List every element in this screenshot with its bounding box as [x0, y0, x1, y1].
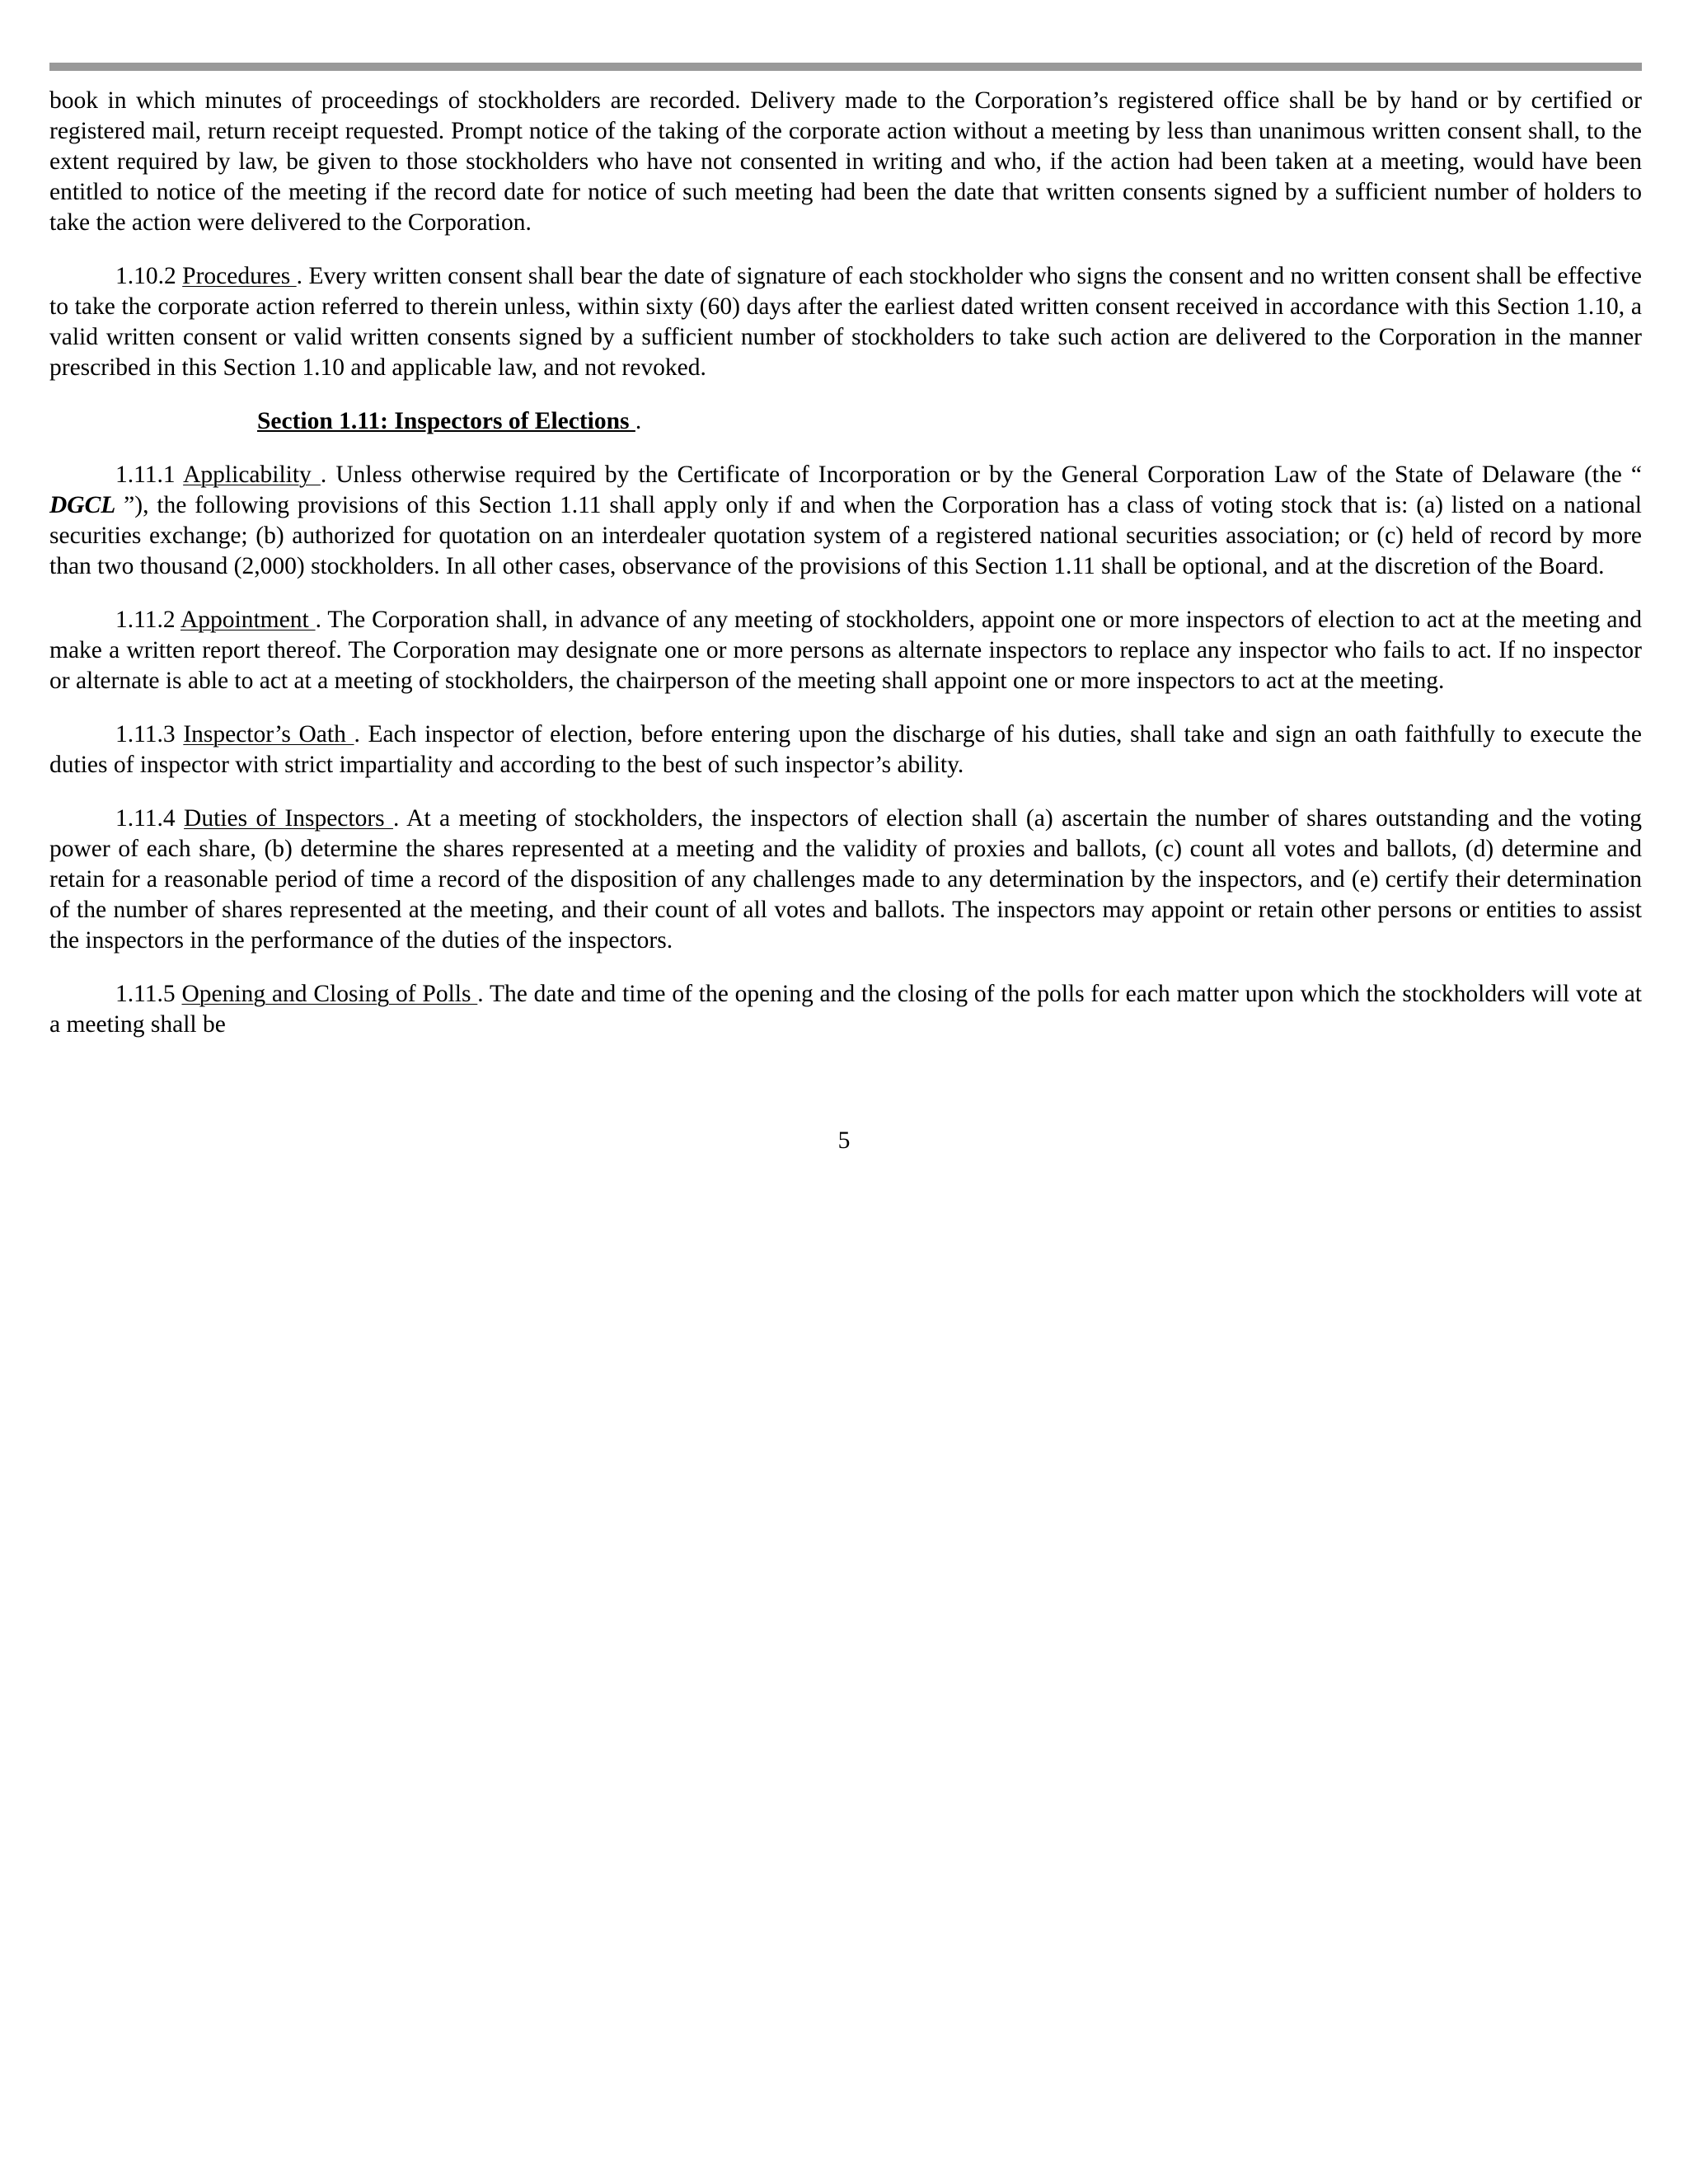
paragraph-text: . Each inspector of election, before entering upon the discharge of his duties, shall take and sign an oath faithfully to execute the duties of inspector with strict impartiality and according to the best of such inspector’s ability.: [49, 721, 1643, 778]
section-heading-period: .: [635, 408, 642, 434]
paragraph-text: . The date and time of the opening and the closing of the polls for each matter upon which the stockholders will vote at a meeting shall be: [49, 981, 1642, 1038]
paragraph-text: . At a meeting of stockholders, the inspectors of election shall (a) ascertain the number of shares outstanding and the voting power of each share, (b) determine the shares represented at a meeting and the validity of proxies and ballots, (c) count all votes and ballots, (d) determine and retain for a reasonable period of time a record of the disposition of any challenges made to any determination by the inspectors, and (e) certify their determination of the number of shares represented at the meeting, and their count of all votes and ballots. The inspectors may appoint or retain other persons or entities to assist the inspectors in the performance of the duties of the inspectors.: [49, 805, 1643, 954]
section-heading-text: Section 1.11: Inspectors of Elections: [257, 408, 635, 434]
paragraph-title: Duties of Inspectors: [184, 805, 394, 832]
paragraph-title: Inspector’s Oath: [183, 721, 354, 748]
page-number: 5: [837, 1127, 851, 1154]
paragraph-1-11-3: [49, 719, 1642, 780]
paragraph-number: 1.11.3: [115, 721, 184, 748]
paragraph-text: . The Corporation shall, in advance of any meeting of stockholders, appoint one or more inspectors of election to act at the meeting and make a written report thereof. The Corporation may designate one or more persons as alternate inspectors to replace any inspector who fails to act. If no inspector or alternate is able to act at a meeting of stockholders, the chairperson of the meeting shall appoint one or more inspectors to act at the meeting.: [49, 607, 1643, 694]
paragraph-text: . Unless otherwise required by the Certificate of Incorporation or by the General Corporation Law of the State of Delaware (the “: [320, 462, 1643, 488]
paragraph-title: Opening and Closing of Polls: [181, 981, 478, 1007]
paragraph-title: Appointment: [180, 607, 316, 633]
paragraph-continuation: [49, 86, 1642, 238]
paragraph-number: 1.11.5: [115, 981, 182, 1007]
paragraph-1-10-2: [49, 261, 1642, 383]
paragraph-title: Applicability: [183, 462, 321, 488]
paragraph-title: Procedures: [182, 263, 297, 289]
paragraph-number: 1.11.4: [115, 805, 185, 832]
defined-term: DGCL: [49, 492, 116, 518]
paragraph-1-11-4: [49, 804, 1642, 956]
paragraph-number: 1.11.1: [115, 462, 184, 488]
top-rule: [49, 63, 1642, 71]
paragraph-text: . Every written consent shall bear the date of signature of each stockholder who signs the consent and no written consent shall be effective to take the corporate action referred to therein unless, within sixty (60) days after the earliest dated written consent received in accordance with this Section 1.10, a valid written consent or valid written consents signed by a sufficient number of stockholders to take such action are delivered to the Corporation in the manner prescribed in this Section 1.10 and applicable law, and not revoked.: [49, 263, 1642, 381]
paragraph-number: 1.11.2: [115, 607, 181, 633]
document-body: [49, 86, 1642, 1063]
paragraph-number: 1.10.2: [115, 263, 183, 289]
paragraph-1-11-1: [49, 460, 1642, 582]
paragraph-text-after: ”), the following provisions of this Section 1.11 shall apply only if and when the Corporation has a class of voting stock that is: (a) listed on a national securities exchange; (b) authorized for quotation on an interdealer quotation system of a registered national securities association; or (c) held of record by more than two thousand (2,000) stockholders. In all other cases, observance of the provisions of this Section 1.11 shall be optional, and at the discretion of the Board.: [49, 492, 1642, 579]
section-heading: [49, 406, 1642, 437]
paragraph-text: book in which minutes of proceedings of stockholders are recorded. Delivery made to the Corporation’s registered office shall be by hand or by certified or registered mail, return receipt requested. Prompt notice of the taking of the corporate action without a meeting by less than unanimous written consent shall, to the extent required by law, be given to those stockholders who have not consented in writing and who, if the action had been taken at a meeting, would have been entitled to notice of the meeting if the record date for notice of such meeting had been the date that written consents signed by a sufficient number of holders to take the action were delivered to the Corporation.: [49, 87, 1642, 236]
paragraph-1-11-2: [49, 605, 1642, 696]
paragraph-1-11-5: [49, 979, 1642, 1040]
